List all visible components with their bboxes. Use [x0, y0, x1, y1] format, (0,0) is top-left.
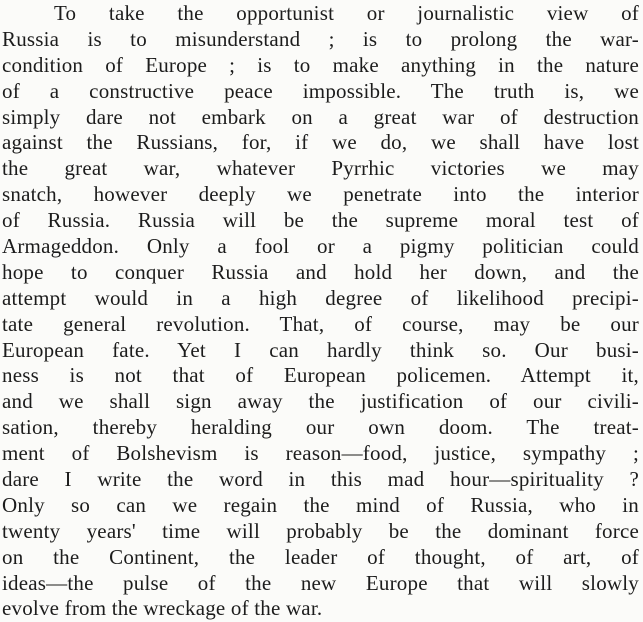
paragraph-line: sation, thereby heralding our own doom. The treat-: [2, 415, 639, 440]
paragraph-line: of a constructive peace impossible. The truth is, we: [2, 78, 639, 103]
paragraph-line: dare I write the word in this mad hour—spirituality ?: [2, 467, 639, 492]
paragraph-line: European fate. Yet I can hardly think so. Our busi-: [2, 337, 639, 362]
paragraph-line: on the Continent, the leader of thought, of art, of: [2, 544, 639, 569]
paragraph-line: Armageddon. Only a fool or a pigmy politician could: [2, 234, 639, 259]
paragraph-line: and we shall sign away the justification of our civili-: [2, 389, 639, 414]
paragraph-line: Only so can we regain the mind of Russia, who in: [2, 492, 639, 517]
paragraph-line: of Russia. Russia will be the supreme moral test of: [2, 208, 639, 233]
paragraph-line: twenty years' time will probably be the dominant force: [2, 518, 639, 543]
paragraph-line: simply dare not embark on a great war of destruction: [2, 104, 639, 129]
paragraph-line: snatch, however deeply we penetrate into the interior: [2, 182, 639, 207]
paragraph-line: the great war, whatever Pyrrhic victories we may: [2, 156, 639, 181]
paragraph-line: condition of Europe ; is to make anything in the nature: [2, 52, 639, 77]
paragraph-line: ideas—the pulse of the new Europe that will slowly: [2, 570, 639, 595]
paragraph-line: ness is not that of European policemen. Attempt it,: [2, 363, 639, 388]
paragraph-line: against the Russians, for, if we do, we shall have lost: [2, 130, 639, 155]
paragraph-line: To take the opportunist or journalistic view of: [54, 1, 639, 25]
paragraph-line: ment of Bolshevism is reason—food, justice, sympathy ;: [2, 441, 639, 466]
paragraph-line: tate general revolution. That, of course, may be our: [2, 311, 639, 336]
paragraph-line: attempt would in a high degree of likelihood precipi-: [2, 285, 639, 310]
paragraph-line: Russia is to misunderstand ; is to prolong the war-: [2, 26, 639, 51]
article-paragraph: [2, 1, 639, 622]
paragraph-line-last: evolve from the wreckage of the war.: [2, 596, 323, 621]
paragraph-line: hope to conquer Russia and hold her down, and the: [2, 259, 639, 284]
